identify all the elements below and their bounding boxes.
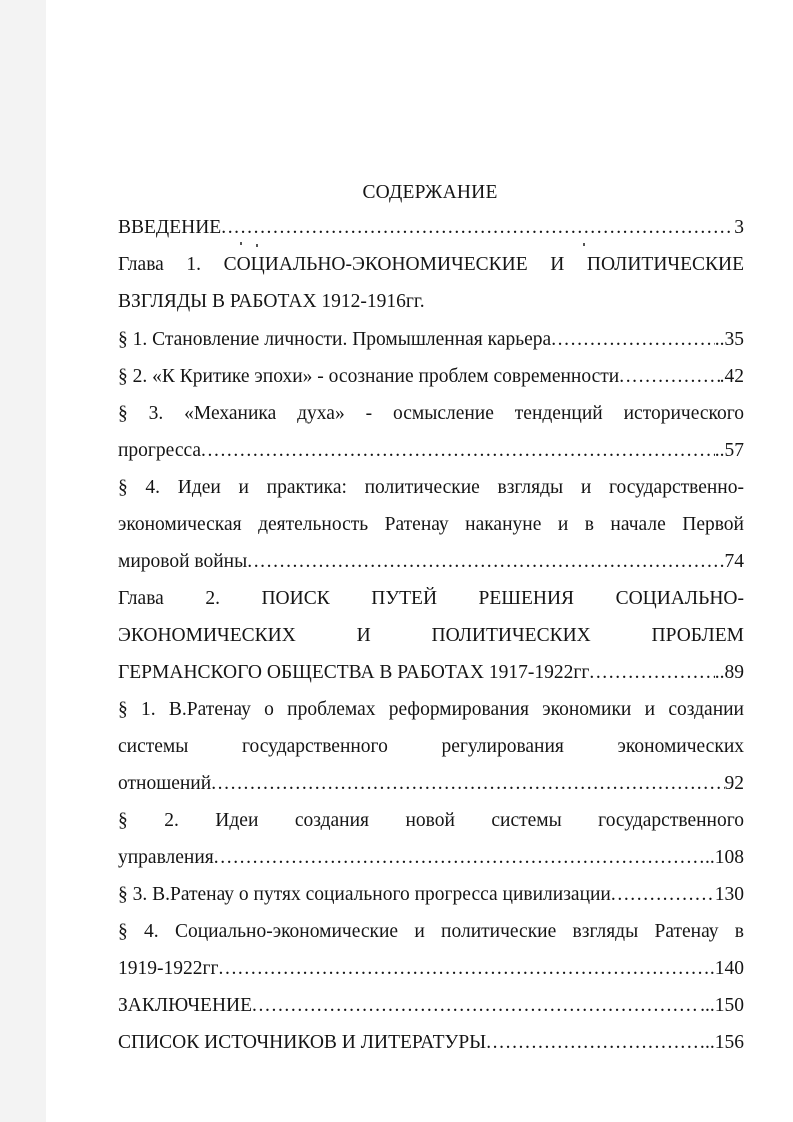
scan-speck bbox=[240, 242, 242, 245]
toc-entry-label: отношений bbox=[118, 773, 212, 794]
toc-entry-label: § 3. В.Ратенау о путях социального прогресса цивилизации bbox=[118, 884, 611, 905]
toc-page-number: 92 bbox=[724, 773, 744, 794]
dot-leader bbox=[201, 436, 715, 466]
toc-entry-label: прогресса bbox=[118, 440, 202, 461]
toc-entry-sources bbox=[118, 1028, 744, 1058]
toc-page-number: .42 bbox=[719, 366, 744, 387]
toc-page-number: .74 bbox=[719, 551, 744, 572]
toc-chapter2-line1: Глава 2. ПОИСК ПУТЕЙ РЕШЕНИЯ СОЦИАЛЬНО- bbox=[118, 588, 744, 609]
toc-page-number: ..89 bbox=[714, 662, 744, 683]
toc-entry-ch1-s4-line2: экономическая деятельность Ратенау накануне и в начале Первой bbox=[118, 514, 744, 535]
toc-chapter1-line2: ВЗГЛЯДЫ В РАБОТАХ 1912-1916гг. bbox=[118, 291, 425, 312]
toc-page-number: ..156 bbox=[705, 1032, 744, 1053]
toc-entry-ch1-s3-line2 bbox=[118, 436, 744, 466]
scan-speck bbox=[256, 244, 258, 247]
toc-entry-conclusion bbox=[118, 991, 744, 1021]
toc-entry-ch2-s1-line1: § 1. В.Ратенау о проблемах реформирования экономики и создании bbox=[118, 699, 744, 720]
toc-page-number: ..108 bbox=[705, 847, 744, 868]
toc-page-number: ..35 bbox=[714, 329, 744, 350]
toc-entry-label: мировой войны bbox=[118, 551, 248, 572]
dot-leader bbox=[252, 991, 700, 1021]
toc-entry-ch2-s2-line2 bbox=[118, 843, 744, 873]
toc-page-number: .140 bbox=[709, 958, 744, 979]
toc-page-number: 130 bbox=[714, 884, 744, 905]
dot-leader bbox=[247, 547, 719, 577]
toc-entry-ch2-s1-line2: системы государственного регулирования экономических bbox=[118, 736, 744, 757]
toc-entry-ch2-s2-line1: § 2. Идеи создания новой системы государственного bbox=[118, 810, 744, 831]
dot-leader bbox=[619, 362, 719, 392]
toc-chapter1-line1: Глава 1. СОЦИАЛЬНО-ЭКОНОМИЧЕСКИЕ И ПОЛИТИЧЕСКИЕ bbox=[118, 254, 744, 275]
toc-chapter2-line2: ЭКОНОМИЧЕСКИХ И ПОЛИТИЧЕСКИХ ПРОБЛЕМ bbox=[118, 625, 744, 646]
toc-entry-label: управления bbox=[118, 847, 214, 868]
dot-leader bbox=[486, 1028, 705, 1058]
dot-leader bbox=[214, 843, 705, 873]
toc-entry-ch1-s2 bbox=[118, 362, 744, 392]
dot-leader bbox=[221, 213, 734, 243]
toc-entry-ch2-s4-line2 bbox=[118, 954, 744, 984]
toc-entry-ch1-s4-line3 bbox=[118, 547, 744, 577]
toc-entry-label: СПИСОК ИСТОЧНИКОВ И ЛИТЕРАТУРЫ bbox=[118, 1032, 487, 1053]
toc-entry-ch2-s3 bbox=[118, 880, 744, 910]
toc-entry-ch2-s4-line1: § 4. Социально-экономические и политические взгляды Ратенау в bbox=[118, 921, 744, 942]
dot-leader bbox=[551, 325, 715, 355]
toc-page-number: 3 bbox=[734, 217, 744, 238]
dot-leader bbox=[219, 954, 710, 984]
toc-title: СОДЕРЖАНИЕ bbox=[362, 182, 498, 203]
toc-page-number: ..57 bbox=[714, 440, 744, 461]
toc-entry-label: 1919-1922гг bbox=[118, 958, 219, 979]
toc-entry-ch1-s4-line1: § 4. Идеи и практика: политические взгляды и государственно- bbox=[118, 477, 744, 498]
toc-entry-label: § 1. Становление личности. Промышленная карьера bbox=[118, 329, 552, 350]
toc-entry-ch1-s3-line1: § 3. «Механика духа» - осмысление тенденций исторического bbox=[118, 403, 744, 424]
toc-entry-label: § 2. «К Критике эпохи» - осознание проблем современности bbox=[118, 366, 620, 387]
toc-entry-label: ГЕРМАНСКОГО ОБЩЕСТВА В РАБОТАХ 1917-1922гг bbox=[118, 662, 590, 683]
toc-entry-ch1-s1 bbox=[118, 325, 744, 355]
toc-entry-label: ЗАКЛЮЧЕНИЕ bbox=[118, 995, 253, 1016]
toc-entry-label: ВВЕДЕНИЕ bbox=[118, 217, 222, 238]
dot-leader bbox=[211, 769, 724, 799]
dot-leader bbox=[611, 880, 715, 910]
dot-leader bbox=[589, 658, 714, 688]
scan-edge-shadow bbox=[0, 0, 46, 1122]
toc-chapter2-line3 bbox=[118, 658, 744, 688]
toc-page-number: ...150 bbox=[700, 995, 744, 1016]
toc-entry-ch2-s1-line3 bbox=[118, 769, 744, 799]
toc-entry-intro bbox=[118, 213, 744, 243]
scan-speck bbox=[583, 243, 585, 246]
